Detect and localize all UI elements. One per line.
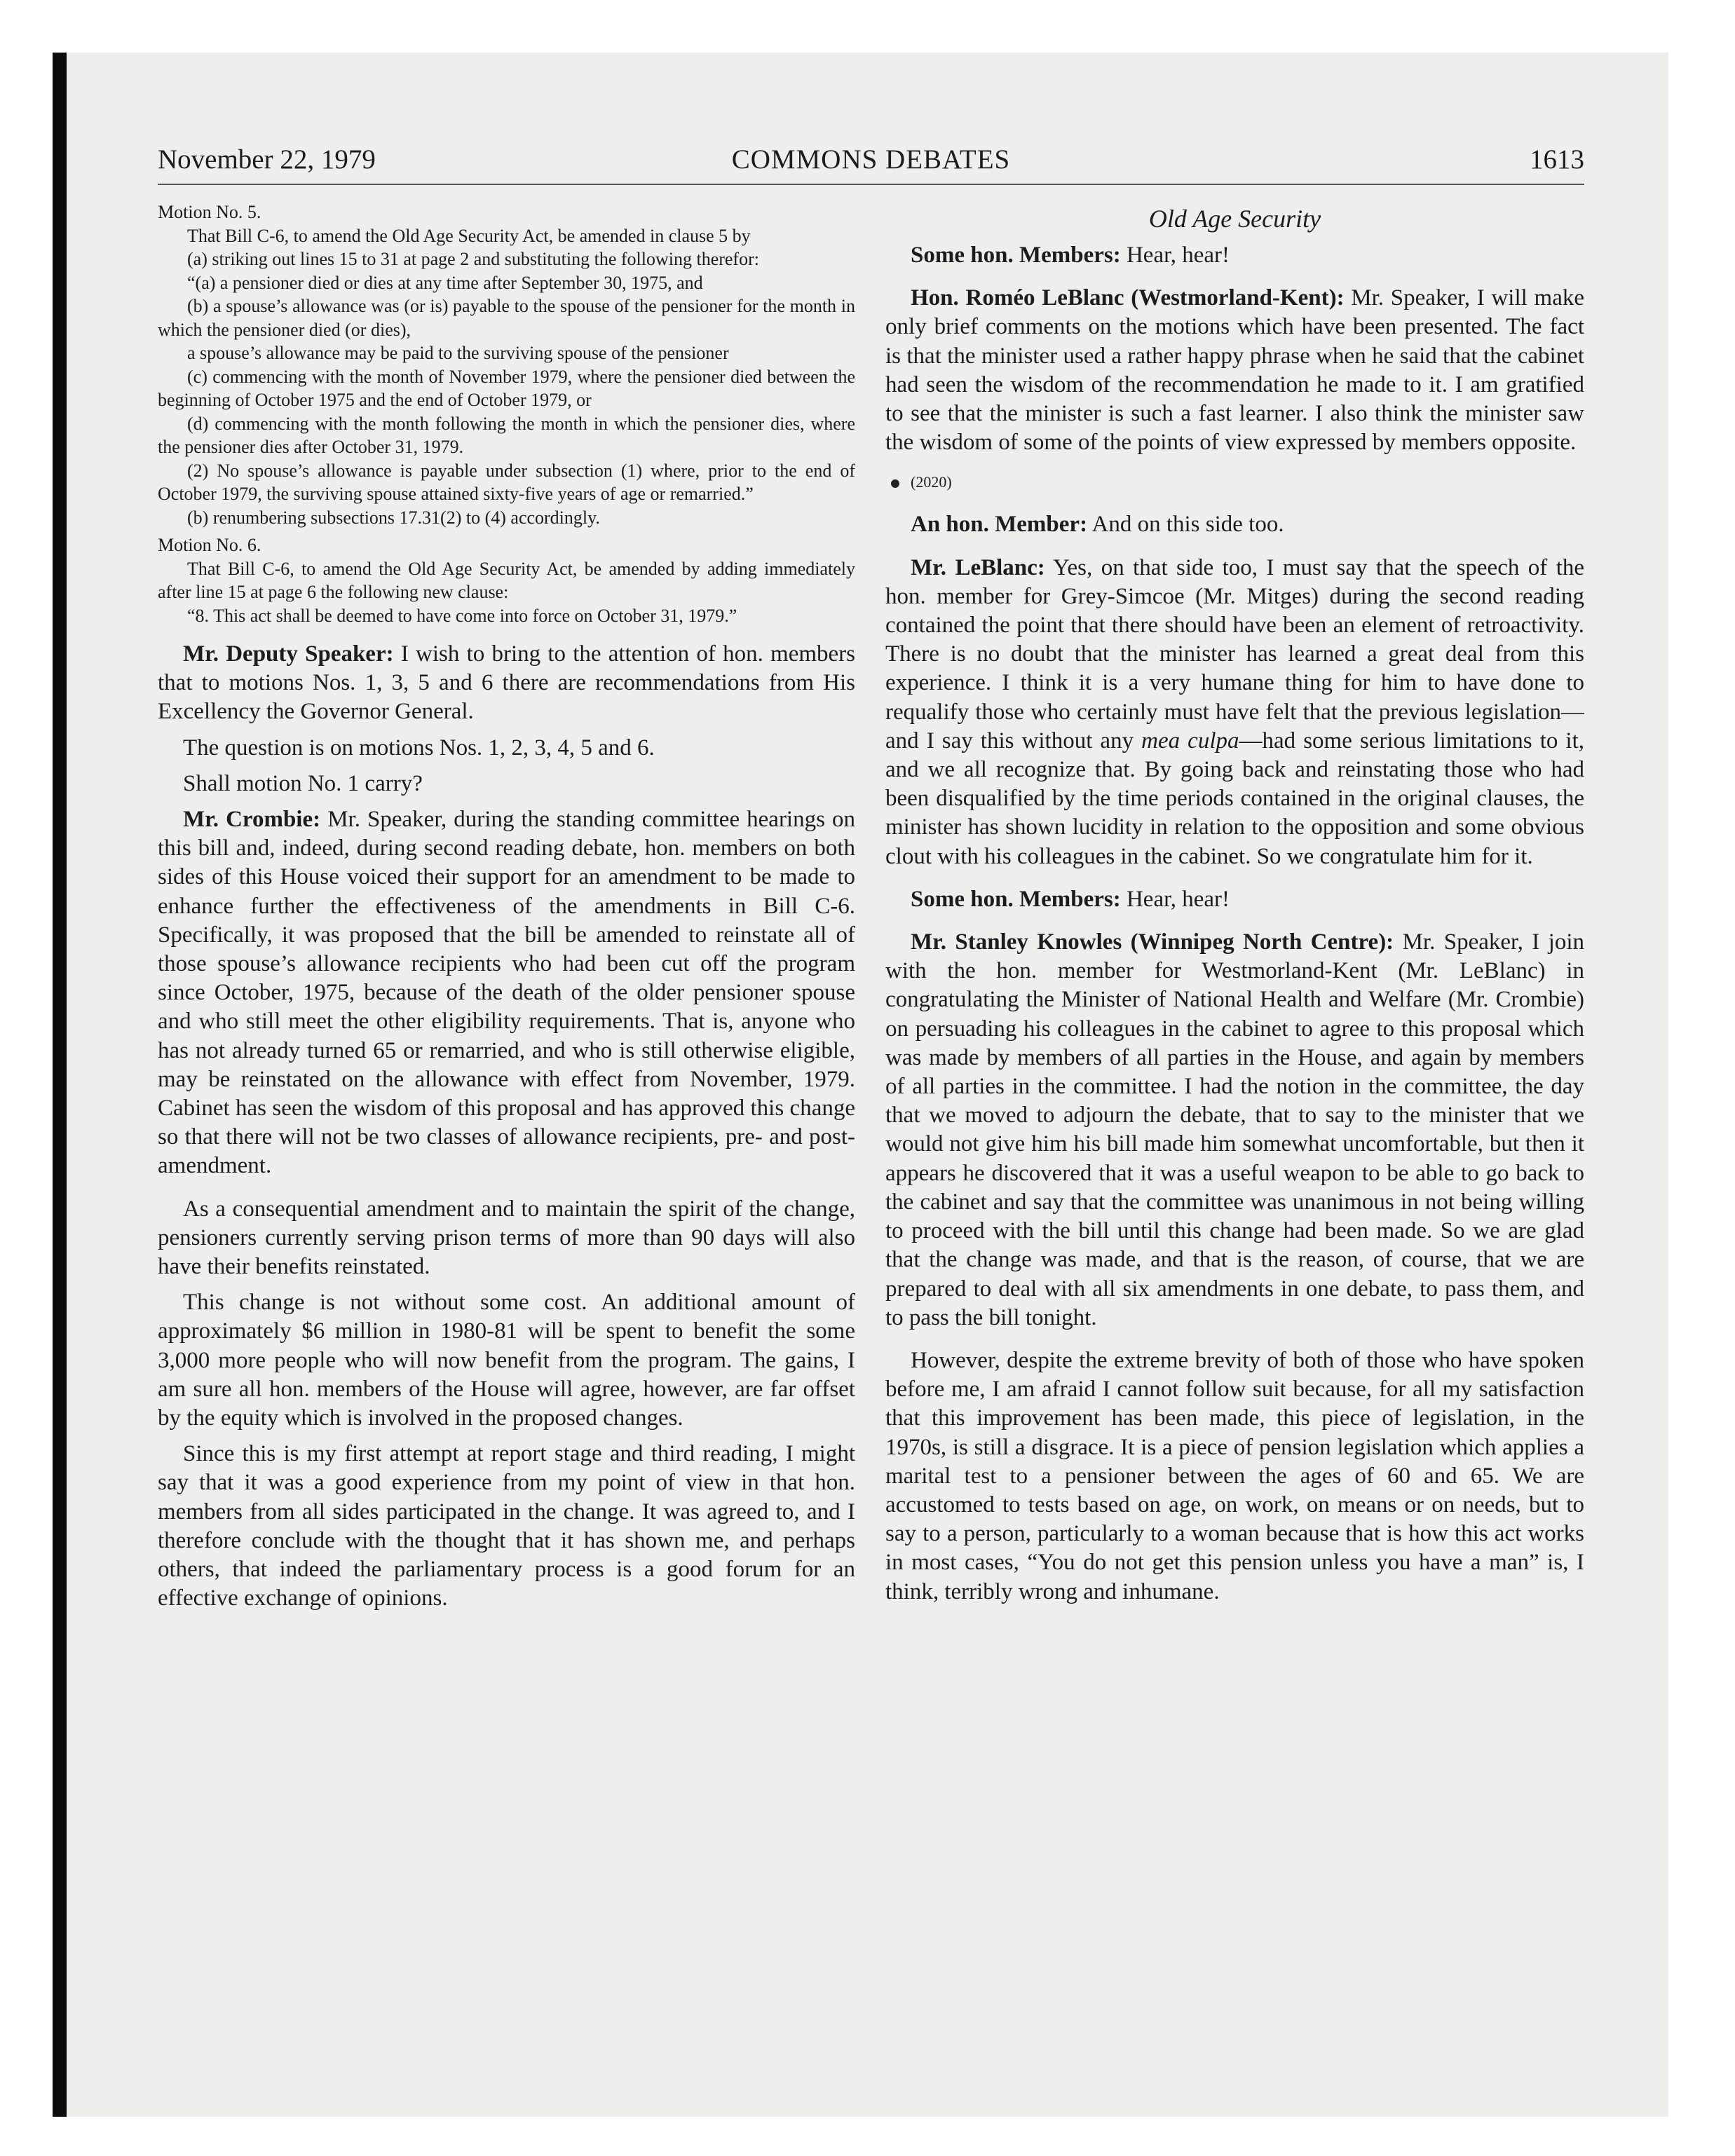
deputy-speaker-paragraph: [158, 640, 855, 727]
header-page-number: 1613: [1530, 144, 1584, 175]
speaker-name: Mr. LeBlanc:: [911, 554, 1045, 580]
speaker-name: Hon. Roméo LeBlanc (Westmorland-Kent):: [911, 285, 1345, 311]
motion-5-quote-a: “(a) a pensioner died or dies at any time after September 30, 1975, and: [187, 272, 703, 293]
italic-phrase: mea culpa: [1141, 728, 1239, 753]
motion-5-a: (a) striking out lines 15 to 31 at page 2 and substituting the following therefor:: [187, 249, 759, 269]
speaker-name: Mr. Deputy Speaker:: [183, 641, 394, 667]
header-publication: COMMONS DEBATES: [731, 144, 1011, 175]
bullet-icon: [891, 479, 899, 488]
speaker-name: Mr. Stanley Knowles (Winnipeg North Centre):: [911, 929, 1394, 955]
motion-5-intro: That Bill C-6, to amend the Old Age Security Act, be amended in clause 5 by: [187, 225, 751, 246]
header-date: November 22, 1979: [158, 144, 376, 175]
motion-6-clause: “8. This act shall be deemed to have come into force on October 31, 1979.”: [187, 605, 737, 626]
crombie-paragraph-4: Since this is my first attempt at report stage and third reading, I might say that it was a good experience from my point of view in that hon. members from all sides participated in the change. It was agreed to, and I therefore conclude with the thought that it has shown me, and perhaps others, that indeed the parliamentary process is a good forum for an effective exchange of opinions.: [158, 1441, 855, 1611]
time-marker: [891, 468, 1584, 496]
motion-5-quote-c: (c) commencing with the month of November 1979, where the pensioner died between the beginning of October 1975 and the end of October 1979, or: [158, 366, 855, 410]
members-interjection-1: [885, 241, 1584, 270]
speech-text: Mr. Speaker, I will make only brief comments on the motions which have been presented. The fact is that the minister used a rather happy phrase when he said that the cabinet had seen the wisdom of the recommendation he made to it. I am gratified to see that the minister is such a fast learner. I also think the minister saw the wisdom of some of the points of view expressed by members opposite.: [885, 285, 1584, 456]
speech-text: Mr. Speaker, I join with the hon. member for Westmorland-Kent (Mr. LeBlanc) in congratulating the Minister of National Health and Welfare (Mr. Crombie) on persuading his colleagues in the cabinet to agree to this proposal which was made by members of all parties in the House, and again by members of all parties in the committee. I had the notion in the committee, the day that we moved to adjourn the debate, that to say to the minister that we would not give him his bill made him somewhat uncomfortable, but then it appears he discovered that it was a useful weapon to be able to go back to the cabinet and say that the committee was unanimous in not being willing to proceed with the bill until this change had been made. So we are glad that the change was made, and that is the reason, of course, that we are prepared to deal with all six amendments in one debate, to pass them, and to pass the bill tonight.: [885, 929, 1584, 1330]
time-marker-text: (2020): [911, 473, 952, 491]
speaker-name: Mr. Crombie:: [183, 807, 321, 833]
members-interjection-2: [885, 885, 1584, 914]
speech-text: And on this side too.: [1091, 512, 1284, 538]
motion-5-quote-2: (2) No spouse’s allowance is payable under subsection (1) where, prior to the end of October 1979, the surviving spouse attained sixty-five years of age or remarried.”: [158, 460, 855, 504]
page-header: [158, 142, 1584, 185]
speaker-name: An hon. Member:: [911, 512, 1088, 538]
speech-text: Yes, on that side too, I must say that the speech of the hon. member for Grey-Simcoe (Mr. Mitges) during the second reading contained the point that there should have been an element of retroactivity. There is no doubt that the minister has learned a great deal from this experience. I think it is a very humane thing for him to have done to requalify those who certainly must have felt that the previous legislation—and I say this without any: [885, 554, 1584, 753]
motion-5-quote-b: (b) a spouse’s allowance was (or is) payable to the spouse of the pensioner for the month in which the pensioner died (or dies),: [158, 296, 855, 340]
motion-6-label: Motion No. 6.: [158, 535, 261, 555]
speaker-name: Some hon. Members:: [911, 243, 1121, 268]
speaker-name: Some hon. Members:: [911, 886, 1121, 912]
leblanc-paragraph-2: [885, 554, 1584, 871]
crombie-paragraph-2: As a consequential amendment and to maintain the spirit of the change, pensioners currently serving prison terms of more than 90 days will also have their benefits reinstated.: [158, 1196, 855, 1280]
motion-5-quote-main: a spouse’s allowance may be paid to the surviving spouse of the pensioner: [187, 343, 729, 363]
crombie-paragraph: [158, 805, 855, 1181]
motion-6-intro: That Bill C-6, to amend the Old Age Security Act, be amended by adding immediately after line 15 at page 6 the following new clause:: [158, 558, 855, 602]
motion-5-quote-d: (d) commencing with the month following the month in which the pensioner dies, where the pensioner dies after October 31, 1979.: [158, 413, 855, 457]
motion-5-label: Motion No. 5.: [158, 202, 261, 222]
left-column: [158, 196, 855, 1892]
carry-paragraph: Shall motion No. 1 carry?: [183, 770, 423, 796]
speech-text-continued: —had some serious limitations to it, and we all recognize that. By going back and reinstating those who had been disqualified by the time periods contained in the original clauses, the minister has shown lucidity in relation to the opposition and some obvious clout with his colleagues in the cabinet. So we congratulate him for it.: [885, 728, 1584, 869]
motion-5-b: (b) renumbering subsections 17.31(2) to (4) accordingly.: [187, 507, 600, 528]
speech-text: Hear, hear!: [1126, 886, 1230, 912]
question-paragraph: The question is on motions Nos. 1, 2, 3, 4, 5 and 6.: [183, 735, 655, 760]
right-column: [885, 196, 1584, 1892]
leblanc-paragraph-1: [885, 284, 1584, 457]
section-heading: Old Age Security: [1148, 205, 1321, 233]
knowles-paragraph-2: However, despite the extreme brevity of both of those who have spoken before me, I am afraid I cannot follow suit because, for all my satisfaction that this improvement has been made, this piece of legislation, in the 1970s, is still a disgrace. It is a piece of pension legislation which applies a marital test to a pensioner between the ages of 60 and 65. We are accustomed to tests based on age, on work, on means or on needs, but to say to a person, particularly to a woman because that is how this act works in most cases, “You do not get this pension unless you have a man” is, I think, terribly wrong and inhumane.: [885, 1347, 1584, 1604]
crombie-paragraph-3: This change is not without some cost. An additional amount of approximately $6 million in 1980-81 will be spent to benefit the some 3,000 more people who will now benefit from the program. The gains, I am sure all hon. members of the House will agree, however, are far offset by the equity which is involved in the proposed changes.: [158, 1290, 855, 1431]
scan-border: [53, 53, 67, 2117]
knowles-paragraph-1: [885, 928, 1584, 1332]
speech-text: Hear, hear!: [1126, 243, 1230, 268]
speech-text: I wish to bring to the attention of hon. members that to motions Nos. 1, 3, 5 and 6 there are recommendations from His Excellency the Governor General.: [158, 641, 855, 725]
speech-text: Mr. Speaker, during the standing committee hearings on this bill and, indeed, during second reading debate, hon. members on both sides of this House voiced their support for an amendment to be made to enhance further the effectiveness of the amendments in Bill C-6. Specifically, it was proposed that the bill be amended to reinstate all of those spouse’s allowance recipients who had been cut off the program since October, 1975, because of the death of the older pensioner spouse and who still meet the other eligibility requirements. That is, anyone who has not already turned 65 or remarried, and who is still otherwise eligible, may be reinstated on the allowance with effect from November, 1979. Cabinet has seen the wisdom of this proposal and has approved this change so that there will not be two classes of allowance recipients, pre- and post-amendment.: [158, 807, 855, 1179]
hon-member-interjection: [885, 510, 1584, 539]
